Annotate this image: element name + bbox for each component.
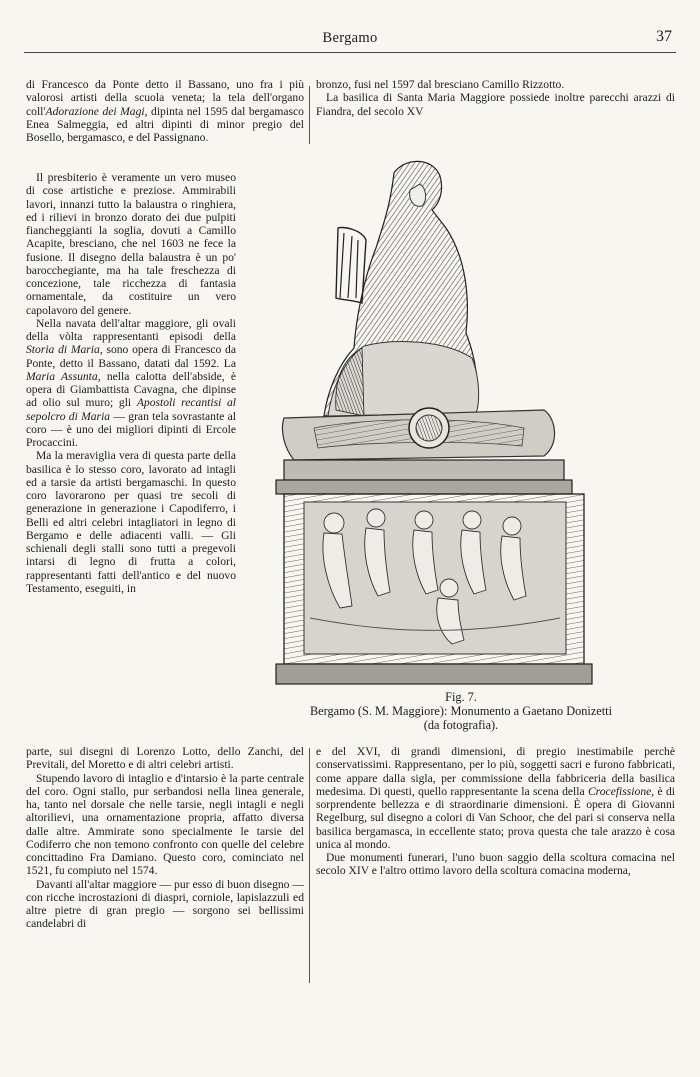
paragraph bbox=[26, 78, 304, 144]
paragraph: bronzo, fusi nel 1597 dal bresciano Camillo Rizzotto. bbox=[316, 78, 565, 91]
pedestal-plinth bbox=[276, 664, 592, 684]
text: di Francesco da Ponte detto il Bassano, uno fra i più valorosi artisti della scuola veneta; la tela dell'organo coll' bbox=[26, 78, 304, 118]
figure-label: Fig. 7. bbox=[445, 690, 477, 704]
text: è di sorprendente bellezza e di straordinarie dimensioni. È opera di Giovanni Regelburg, sul disegno a colori di Van Schoor, che del pari si conserva nella basilica bergamasca, in eccellente stato; prova questa che tale arazzo è cosa unica al mondo. bbox=[316, 784, 675, 851]
muse-statue bbox=[324, 161, 479, 416]
running-head bbox=[24, 26, 676, 53]
column-rule bbox=[309, 86, 310, 144]
column-rule bbox=[309, 748, 310, 983]
left-column-bottom bbox=[26, 745, 304, 931]
paragraph: Il presbiterio è veramente un vero museo di cose artistiche e preziose. Ammirabili lavori, innanzi tutto la balaustra o ringhiera, ed i rilievi in bronzo dorato dei due pulpiti fiancheggianti la soglia, dovuti a Camillo Acapite, bresciano, che nel 1603 ne fece la fusione. Il disegno della balaustra è un po' barocchegiante, ma ha tale freschezza di concezione, tale ricchezza di fantasia ornamentale, da costituire un vero capolavoro del genere. bbox=[26, 171, 236, 317]
paragraph: parte, sui disegni di Lorenzo Lotto, dello Zanchi, del Previtali, del Moretto e di altri celebri artisti. bbox=[26, 745, 304, 772]
caption-line: Bergamo (S. M. Maggiore): Monumento a Gaetano Donizetti bbox=[309, 704, 612, 718]
text: — gran tela sovrastante al coro — è uno dei migliori dipinti di Ercole Procaccini. bbox=[26, 409, 237, 449]
pedestal-relief bbox=[284, 494, 584, 664]
text: dipinta nel 1595 dal bergamasco Enea Salmeggia, ed altri dipinti di minor pregio del Bosello, bergamasco, e del Passignano. bbox=[26, 104, 304, 144]
monument-engraving bbox=[244, 148, 678, 688]
paragraph bbox=[26, 317, 236, 450]
running-title: Bergamo bbox=[322, 30, 378, 46]
italic-title: Adorazione dei Magi, bbox=[45, 104, 148, 118]
italic-title: Storia di Maria, bbox=[26, 343, 103, 357]
page-number: 37 bbox=[656, 28, 672, 45]
paragraph: Davanti all'altar maggiore — pur esso di buon disegno — con ricche incrostazioni di diaspri, corniole, lapislazzuli ed altre pietre di gran pregio — sorgono sei bellissimi candelabri di bbox=[26, 877, 304, 931]
text: e del XVI, di grandi dimensioni, di pregio inestimabile perchè conservatissimi. Rappresentano, per lo più, soggetti sacri e furono fabbricati, come appare dalla sigla, per commissione della fabbriceria della basilica medesima. Di questi, quello rappresentante la scena della bbox=[316, 745, 675, 798]
text: sono opera di Francesco da Ponte, detto il Bassano, datati dal 1592. La bbox=[26, 343, 236, 370]
italic-title: Apostoli recantisi al sepolcro di Maria bbox=[26, 396, 237, 423]
pedestal-cornice bbox=[284, 460, 564, 480]
left-column-top bbox=[26, 78, 304, 144]
paragraph: Due monumenti funerari, l'uno buon saggio della scoltura comacina nel secolo XIV e l'altro ottimo lavoro della scoltura comacina moderna, bbox=[316, 851, 675, 878]
text: nella calotta dell'abside, è opera di Giambattista Cavagna, che dipinse ad olio sul muro; gli bbox=[26, 369, 236, 410]
text: Nella navata dell'altar maggiore, gli ovali della vòlta rappresentanti episodi della bbox=[26, 316, 236, 343]
right-column-top bbox=[316, 78, 675, 118]
italic-title: Crocefissione, bbox=[587, 784, 655, 798]
paragraph: Ma la meraviglia vera di questa parte della basilica è lo stesso coro, lavorato ad intagli ed a tarsie da artisti bergamaschi. In questo coro lavorarono per quasi tre secoli di generazione in generazione i Capodiferro, i Belli ed altri celebri intagliatori in legno di Bergamo e delle adiacenti valli. — Gli schienali degli stalli sono tutti a pregevoli intarsi di legno di frutta a colori, rappresentanti fatti dell'antico e del nuovo Testamento, eseguiti, in bbox=[26, 449, 236, 595]
caption-line: (da fotografia). bbox=[423, 718, 499, 732]
left-column-narrow bbox=[26, 171, 236, 595]
figure-donizetti-monument bbox=[244, 148, 678, 688]
pedestal-cornice bbox=[276, 480, 572, 494]
right-column-bottom bbox=[316, 745, 675, 878]
statue-base bbox=[282, 408, 554, 460]
paragraph: La basilica di Santa Maria Maggiore possiede inoltre parecchi arazzi di Fiandra, del secolo XV bbox=[316, 91, 675, 118]
italic-title: Maria Assunta, bbox=[26, 369, 101, 383]
figure-caption bbox=[238, 690, 684, 732]
paragraph: Stupendo lavoro di intaglio e d'intarsio è la parte centrale del coro. Ogni stallo, pur serbandosi nella linea generale, ha, tanto nel dorsale che nelle tarsie, negli intagli e negli altorilievi, una ornamentazione propria, affatto diversa dalle altre. Ammirate sono specialmente le tarsie del Codiferro che non temono confronto con quelle del celebre concittadino Fra Damiano. Questo coro, cominciato nel 1521, fu compiuto nel 1574. bbox=[26, 771, 304, 878]
paragraph bbox=[316, 745, 675, 851]
